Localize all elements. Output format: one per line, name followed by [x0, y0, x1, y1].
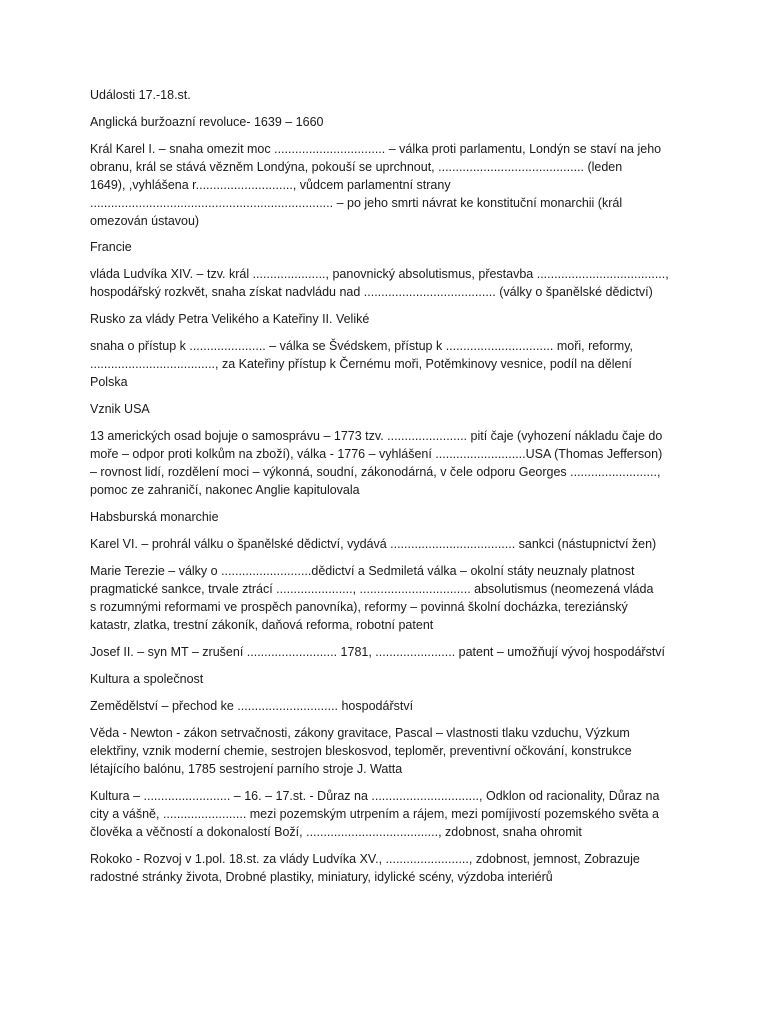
text-line: 13 amerických osad bojuje o samosprávu – 1773 tzv. ....................... pití čaje (vyhození nákladu čaje do — [90, 429, 663, 443]
text-line: snaha o přístup k ...................... – válka se Švédskem, přístup k ............................... moři, reformy, — [90, 339, 633, 353]
text-line: hospodářský rozkvět, snaha získat nadvládu nad ...................................... (války o španělské dědictví) — [90, 285, 653, 299]
text-line: 1649), ,vyhlášena r............................, vůdcem parlamentní strany — [90, 178, 451, 192]
text-line: Josef II. – syn MT – zrušení .......................... 1781, ....................... patent – umožňují vývoj hospodářství — [90, 645, 666, 659]
text-line: Věda - Newton - zákon setrvačnosti, zákony gravitace, Pascal – vlastnosti tlaku vzduchu, Výzkum — [90, 726, 630, 740]
text-line: – rovnost lidí, rozdělení moci – výkonná, soudní, zákonodárná, v čele odporu Georges ........................., — [90, 465, 661, 479]
text-line: Karel VI. – prohrál válku o španělské dědictví, vydává .................................... sankci (nástupnictví žen) — [90, 537, 657, 551]
text-line: létajícího balónu, 1785 sestrojení parního stroje J. Watta — [90, 762, 403, 776]
text-line: Kultura – ......................... – 16. – 17.st. - Důraz na ..............................., Odklon od racionality, Důraz na — [90, 789, 660, 803]
text-line: pomoc ze zahraničí, nakonec Anglie kapitulovala — [90, 483, 360, 497]
page-title: Události 17.-18.st. — [90, 88, 191, 102]
section-heading-russia: Rusko za vlády Petra Velikého a Kateřiny II. Veliké — [90, 312, 370, 326]
section-heading-habsburg: Habsburská monarchie — [90, 510, 219, 524]
text-line: s rozumnými reformami ve prospěch panovníka), reformy – povinná školní docházka, tereziánský — [90, 600, 628, 614]
text-line: omezován ústavou) — [90, 214, 200, 228]
text-line: moře – odpor proti kolkům na zboží), válka - 1776 – vyhlášení ..........................USA (Thomas Jefferson) — [90, 447, 663, 461]
text-line: elektřiny, vznik moderní chemie, sestrojen bleskosvod, teploměr, preventivní očkování, konstrukce — [90, 744, 632, 758]
section-heading-culture: Kultura a společnost — [90, 672, 204, 686]
text-line: Zemědělství – přechod ke ............................. hospodářství — [90, 699, 414, 713]
text-line: vláda Ludvíka XIV. – tzv. král ....................., panovnický absolutismus, přestavba ....................................., — [90, 267, 669, 281]
text-line: Marie Terezie – války o ..........................dědictví a Sedmiletá válka – okolní státy neuznaly platnost — [90, 564, 635, 578]
text-line: city a vášně, ........................ mezi pozemským utrpením a rájem, mezi pomíjivostí pozemského světa a — [90, 807, 659, 821]
section-heading-usa: Vznik USA — [90, 402, 150, 416]
text-line: Rokoko - Rozvoj v 1.pol. 18.st. za vlády Ludvíka XV., ........................, zdobnost, jemnost, Zobrazuje — [90, 852, 640, 866]
section-heading-france: Francie — [90, 240, 132, 254]
text-line: radostné stránky života, Drobné plastiky, miniatury, idylické scény, výzdoba interiérů — [90, 870, 553, 884]
text-line: člověka a věčností a dokonalostí Boží, ......................................, zdobnost, snaha ohromit — [90, 825, 582, 839]
text-line: ...................................................................... – po jeho smrti návrat ke konstituční monarchii (král — [90, 196, 623, 210]
text-line: obranu, král se stává vězněm Londýna, pokouší se uprchnout, .......................................... (leden — [90, 160, 623, 174]
text-line: Polska — [90, 375, 128, 389]
section-heading-england: Anglická buržoazní revoluce- 1639 – 1660 — [90, 115, 324, 129]
text-line: ...................................., za Kateřiny přístup k Černému moři, Potěmkinovy vesnice, podíl na dělení — [90, 357, 632, 371]
text-line: pragmatické sankce, trvale ztrácí ......................, ................................ absolutismus (neomezená vláda — [90, 582, 654, 596]
text-line: katastr, zlatka, trestní zákoník, daňová reforma, robotní patent — [90, 618, 434, 632]
text-line: Král Karel I. – snaha omezit moc ................................ – válka proti parlamentu, Londýn se staví na jeho — [90, 142, 662, 156]
